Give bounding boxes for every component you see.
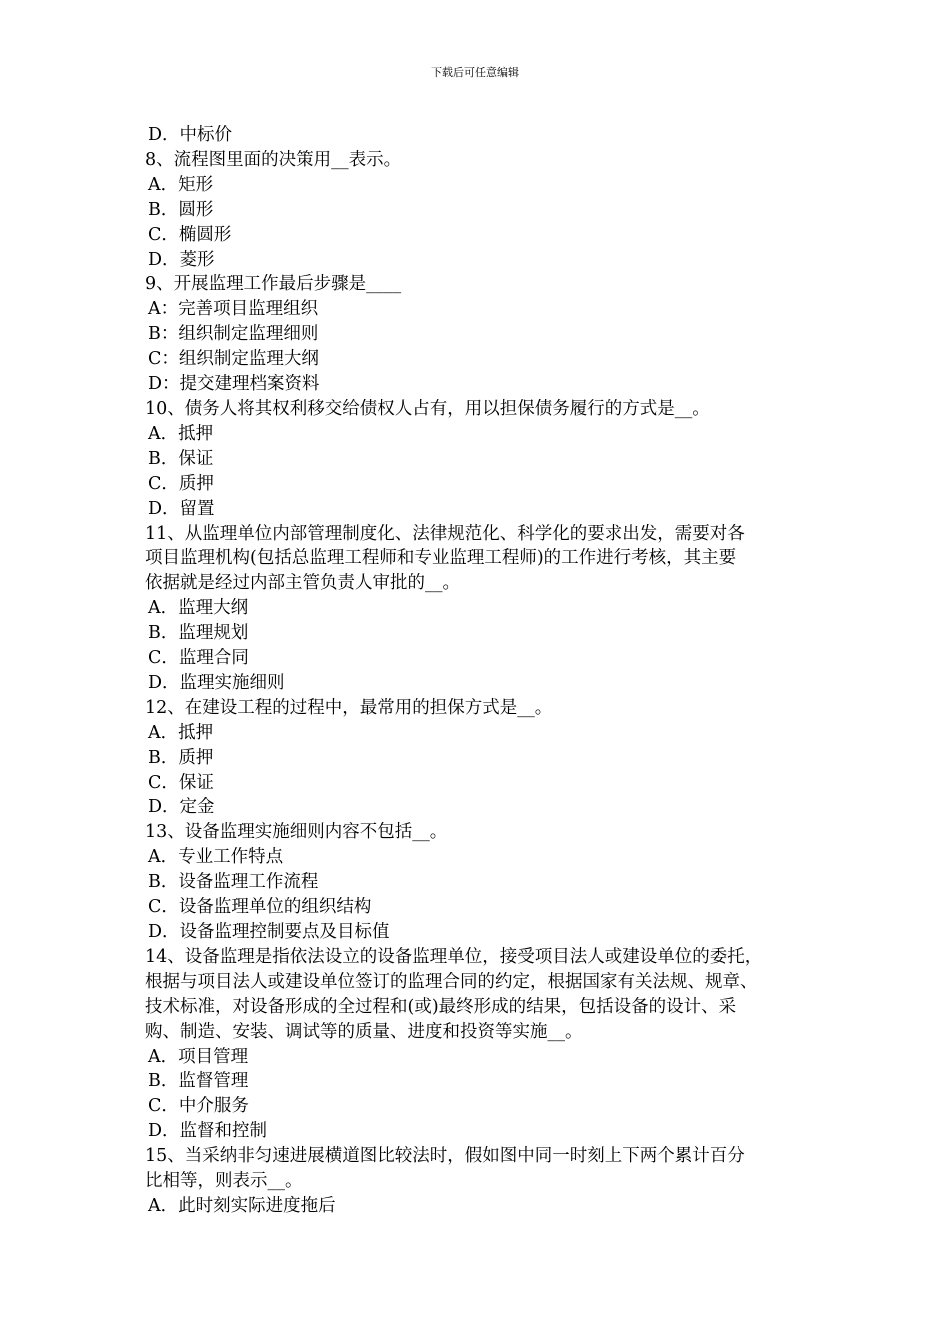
answer-option: D．留置: [148, 498, 215, 519]
question-text: 根据与项目法人或建设单位签订的监理合同的约定，根据国家有关法规、规章、: [145, 971, 758, 992]
question-text: 8、流程图里面的决策用__表示。: [145, 149, 402, 170]
question-text: 10、债务人将其权利移交给债权人占有，用以担保债务履行的方式是__。: [145, 398, 710, 419]
answer-option: A：完善项目监理组织: [148, 299, 319, 320]
question-text: 15、当采纳非匀速进展横道图比较法时，假如图中同一时刻上下两个累计百分: [145, 1146, 745, 1167]
answer-option: C：组织制定监理大纲: [148, 349, 319, 370]
answer-option: C．监理合同: [148, 648, 249, 669]
answer-option: D．中标价: [148, 125, 233, 145]
answer-option: B．监理规划: [148, 623, 249, 644]
question-text: 9、开展监理工作最后步骤是____: [145, 274, 402, 295]
answer-option: A．矩形: [148, 174, 214, 195]
answer-option: D．设备监理控制要点及目标值: [148, 922, 390, 942]
answer-option: A．此时刻实际进度拖后: [148, 1195, 336, 1216]
answer-option: B．圆形: [148, 199, 214, 220]
document-body: [145, 123, 825, 1219]
answer-option: B．监督管理: [148, 1071, 249, 1092]
answer-option: C．保证: [148, 772, 214, 793]
answer-option: A．抵押: [148, 423, 214, 444]
answer-option: A．项目管理: [148, 1046, 249, 1067]
question-text: 购、制造、安装、调试等的质量、进度和投资等实施__。: [145, 1021, 583, 1042]
question-text: 13、设备监理实施细则内容不包括__。: [145, 822, 448, 843]
question-text: 技术标准，对设备形成的全过程和(或)最终形成的结果，包括设备的设计、采: [145, 996, 737, 1017]
question-text: 依据就是经过内部主管负责人审批的__。: [145, 573, 460, 594]
answer-option: B：组织制定监理细则: [148, 324, 319, 345]
answer-option: C．中介服务: [148, 1096, 249, 1117]
question-text: 11、从监理单位内部管理制度化、法律规范化、科学化的要求出发，需要对各: [145, 523, 745, 544]
answer-option: C．设备监理单位的组织结构: [148, 897, 372, 918]
question-text: 比相等，则表示__。: [145, 1171, 303, 1192]
answer-option: B．保证: [148, 448, 214, 469]
answer-option: B．质押: [148, 747, 214, 768]
answer-option: C．质押: [148, 473, 214, 494]
answer-option: B．设备监理工作流程: [148, 872, 319, 893]
question-text: 项目监理机构(包括总监理工程师和专业监理工程师)的工作进行考核，其主要: [145, 548, 737, 569]
answer-option: D．菱形: [148, 249, 215, 270]
page-header: 下载后可任意编辑: [431, 66, 519, 79]
answer-option: D．监理实施细则: [148, 672, 285, 693]
answer-option: C．椭圆形: [148, 224, 232, 245]
answer-option: D．监督和控制: [148, 1121, 268, 1142]
question-text: 14、设备监理是指依法设立的设备监理单位，接受项目法人或建设单位的委托，: [145, 946, 763, 967]
answer-option: A．抵押: [148, 722, 214, 743]
answer-option: A．监理大纲: [148, 598, 249, 619]
question-text: 12、在建设工程的过程中，最常用的担保方式是__。: [145, 697, 553, 718]
answer-option: D：提交建理档案资料: [148, 374, 320, 395]
answer-option: D．定金: [148, 797, 215, 818]
answer-option: A．专业工作特点: [148, 847, 284, 868]
